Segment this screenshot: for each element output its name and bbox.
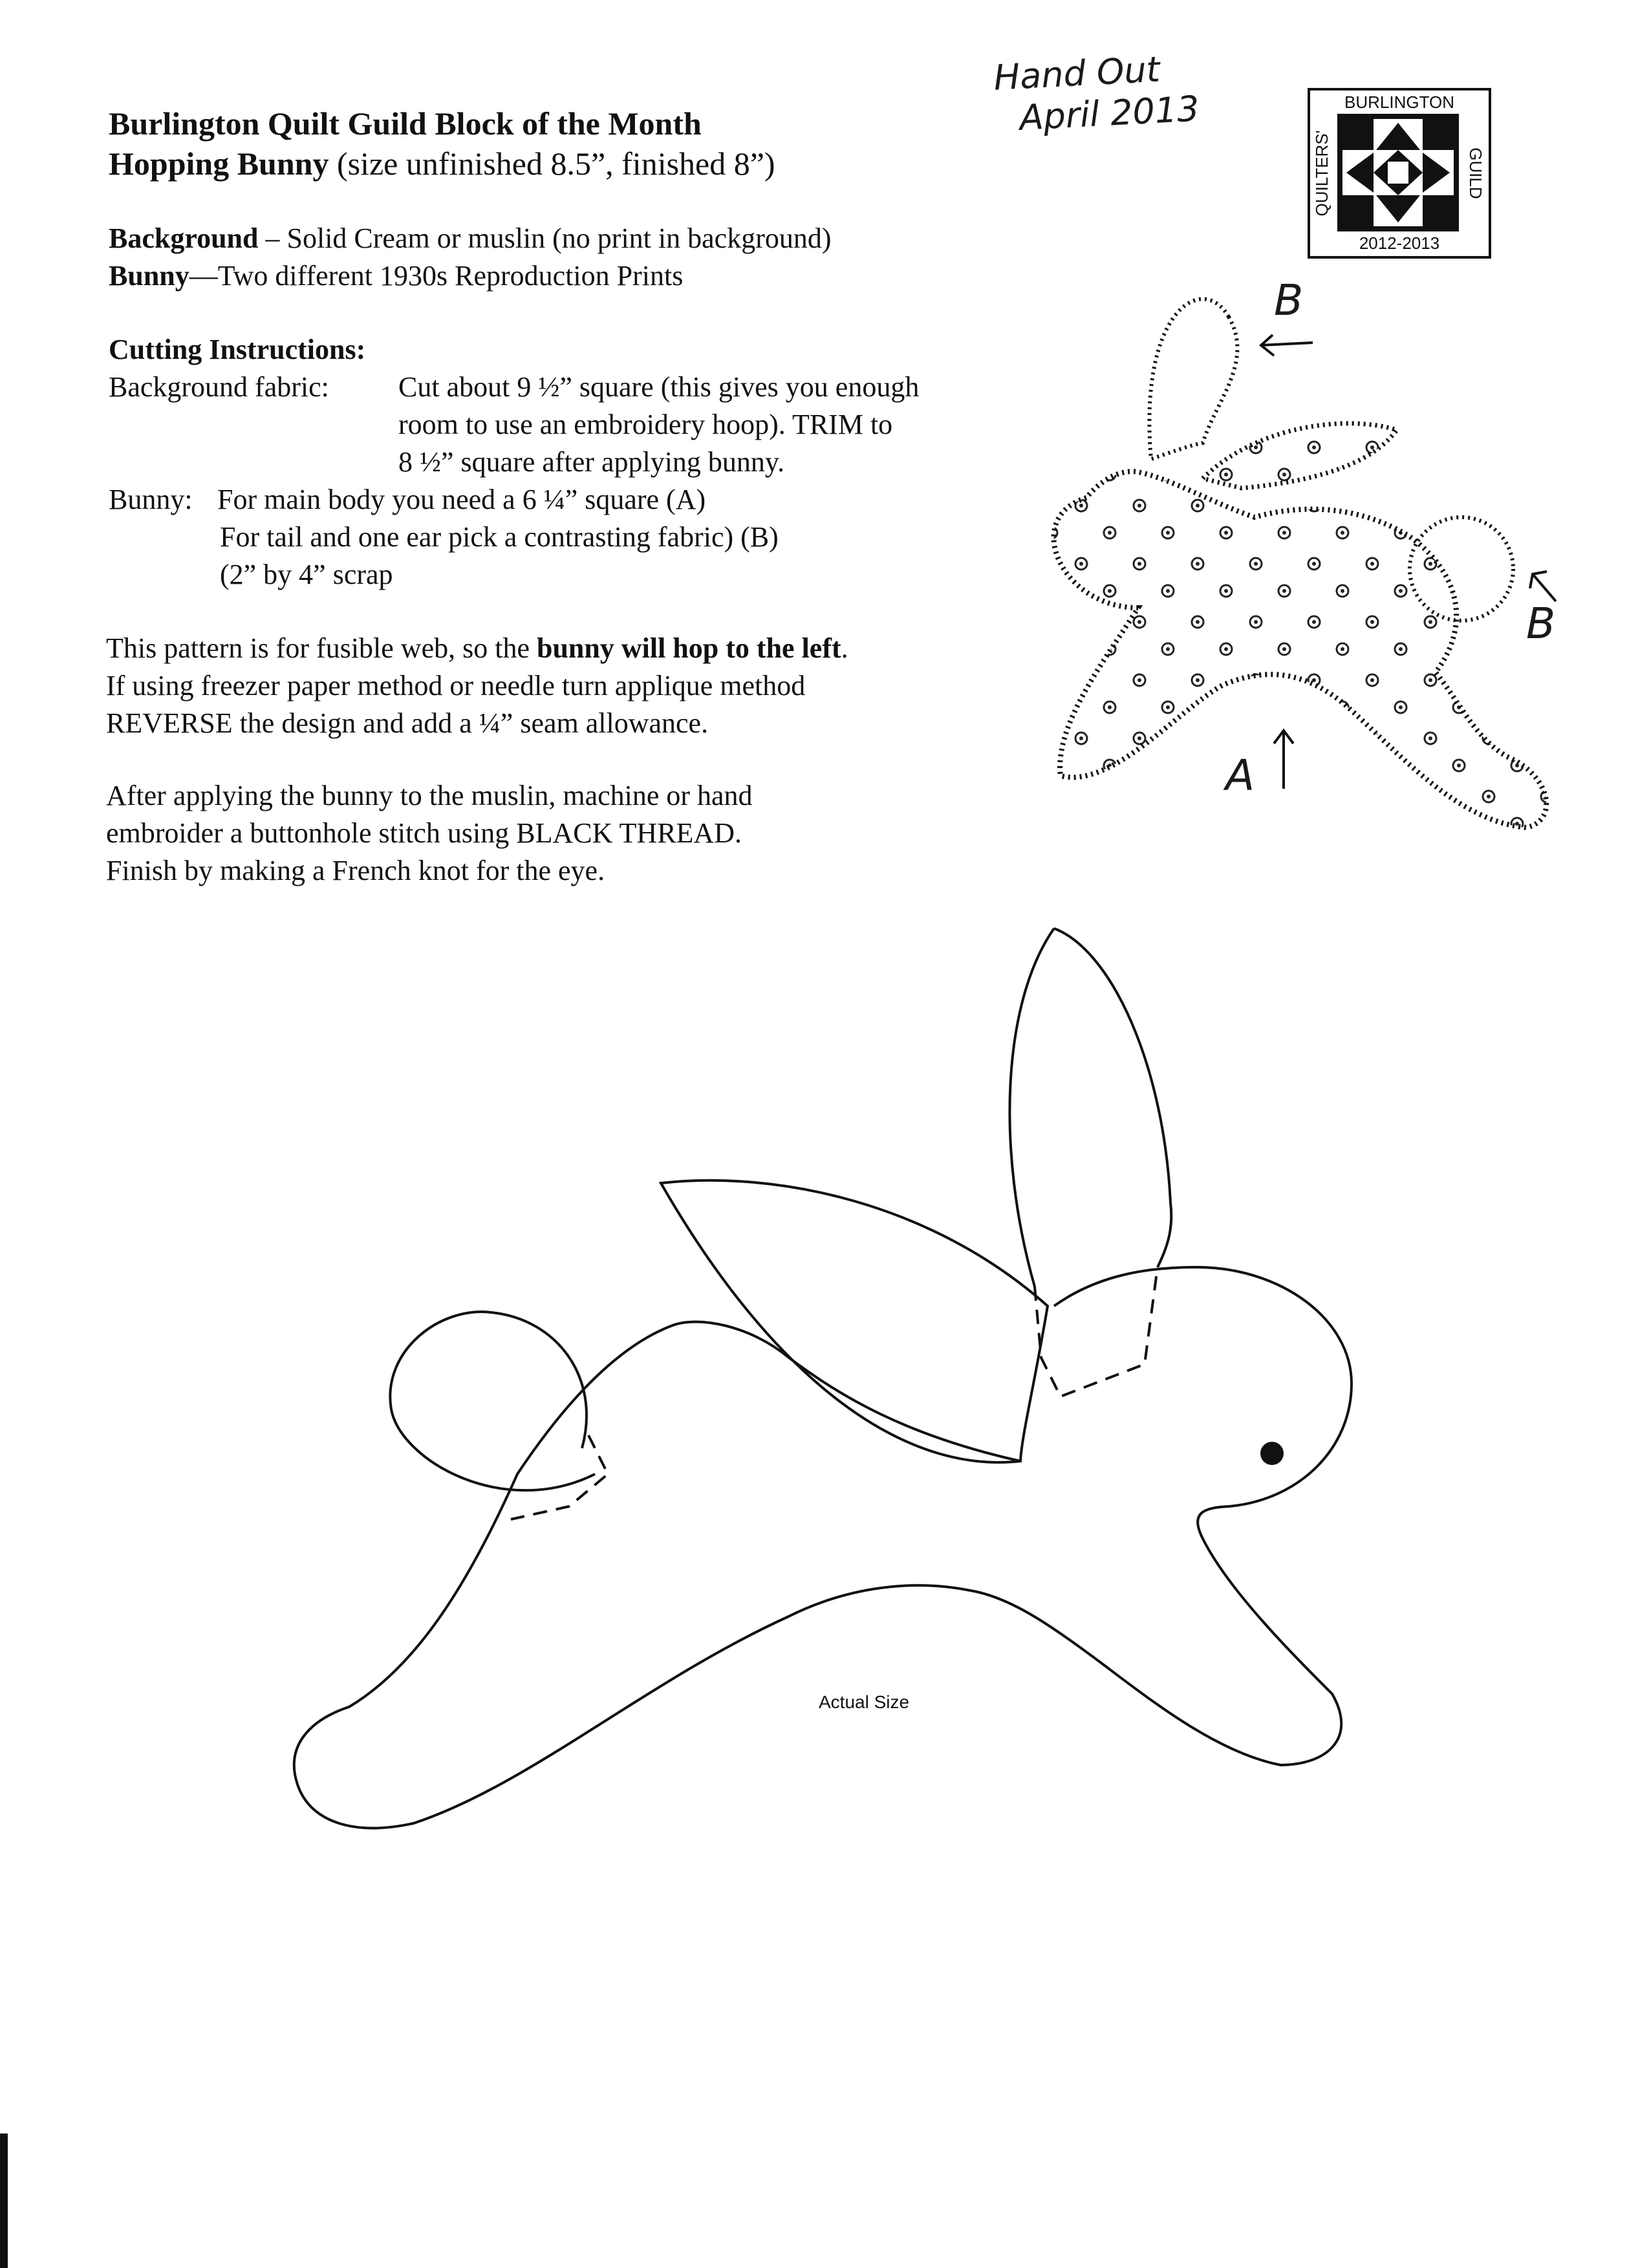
cutting-bunny-line3: (2” by 4” scrap <box>220 559 393 590</box>
logo-bottom-text: 2012-2013 <box>1359 233 1440 253</box>
scan-edge <box>0 2134 8 2268</box>
arrow-to-tail-icon <box>1524 562 1562 608</box>
background-material <box>109 220 832 257</box>
arrow-to-ear-icon <box>1255 323 1319 362</box>
cutting-bg-line3: 8 ½” square after applying bunny. <box>398 446 785 478</box>
pattern-note-line2: If using freezer paper method or needle turn applique method <box>106 670 806 701</box>
finishing-line3: Finish by making a French knot for the eye. <box>106 855 605 886</box>
background-text: – Solid Cream or muslin (no print in background) <box>258 222 832 254</box>
handwritten-handout: Hand Out <box>993 48 1161 98</box>
pattern-note-start: This pattern is for fusible web, so the <box>106 632 537 664</box>
finishing-line1: After applying the bunny to the muslin, machine or hand <box>106 780 753 811</box>
cutting-bunny-line2: For tail and one ear pick a contrasting fabric) (B) <box>220 521 779 553</box>
handwritten-date: April 2013 <box>1018 88 1200 138</box>
cutting-heading: Cutting Instructions: <box>109 334 366 365</box>
label-b-right: B <box>1526 599 1556 648</box>
subtitle-bold: Hopping Bunny <box>109 145 329 182</box>
logo-top-text: BURLINGTON <box>1344 92 1454 112</box>
guild-logo <box>1308 88 1491 259</box>
quilt-block-icon <box>1337 114 1459 231</box>
bunny-text: —Two different 1930s Reproduction Prints <box>189 260 684 292</box>
cutting-bunny-label: Bunny: <box>109 484 193 515</box>
background-label: Background <box>109 222 259 254</box>
bunny-label: Bunny <box>109 260 189 292</box>
logo-right-text: GUILD <box>1466 147 1485 199</box>
subtitle-normal: (size unfinished 8.5”, finished 8”) <box>329 145 775 182</box>
bunny-template <box>0 905 1649 2069</box>
cutting-bg-line2: room to use an embroidery hoop). TRIM to <box>398 409 893 440</box>
page-subtitle <box>109 144 775 184</box>
label-a: A <box>1225 751 1255 800</box>
cutting-bg-label: Background fabric: <box>109 371 329 403</box>
actual-size-label: Actual Size <box>819 1692 910 1712</box>
pattern-note-line1 <box>106 630 848 667</box>
label-b-top: B <box>1274 275 1304 325</box>
page-title: Burlington Quilt Guild Block of the Month <box>109 105 702 142</box>
bunny-material <box>109 257 683 295</box>
logo-left-text: QUILTERS' <box>1312 130 1331 217</box>
cutting-bunny-line1: For main body you need a 6 ¼” square (A) <box>217 484 706 515</box>
pattern-note-end: . <box>841 632 848 664</box>
cutting-bg-line1: Cut about 9 ½” square (this gives you enough <box>398 371 920 403</box>
arrow-to-body-icon <box>1267 724 1300 795</box>
pattern-note-line3: REVERSE the design and add a ¼” seam allowance. <box>106 707 709 739</box>
finishing-line2: embroider a buttonhole stitch using BLACK THREAD. <box>106 817 742 849</box>
pattern-note-bold: bunny will hop to the left <box>536 632 841 664</box>
